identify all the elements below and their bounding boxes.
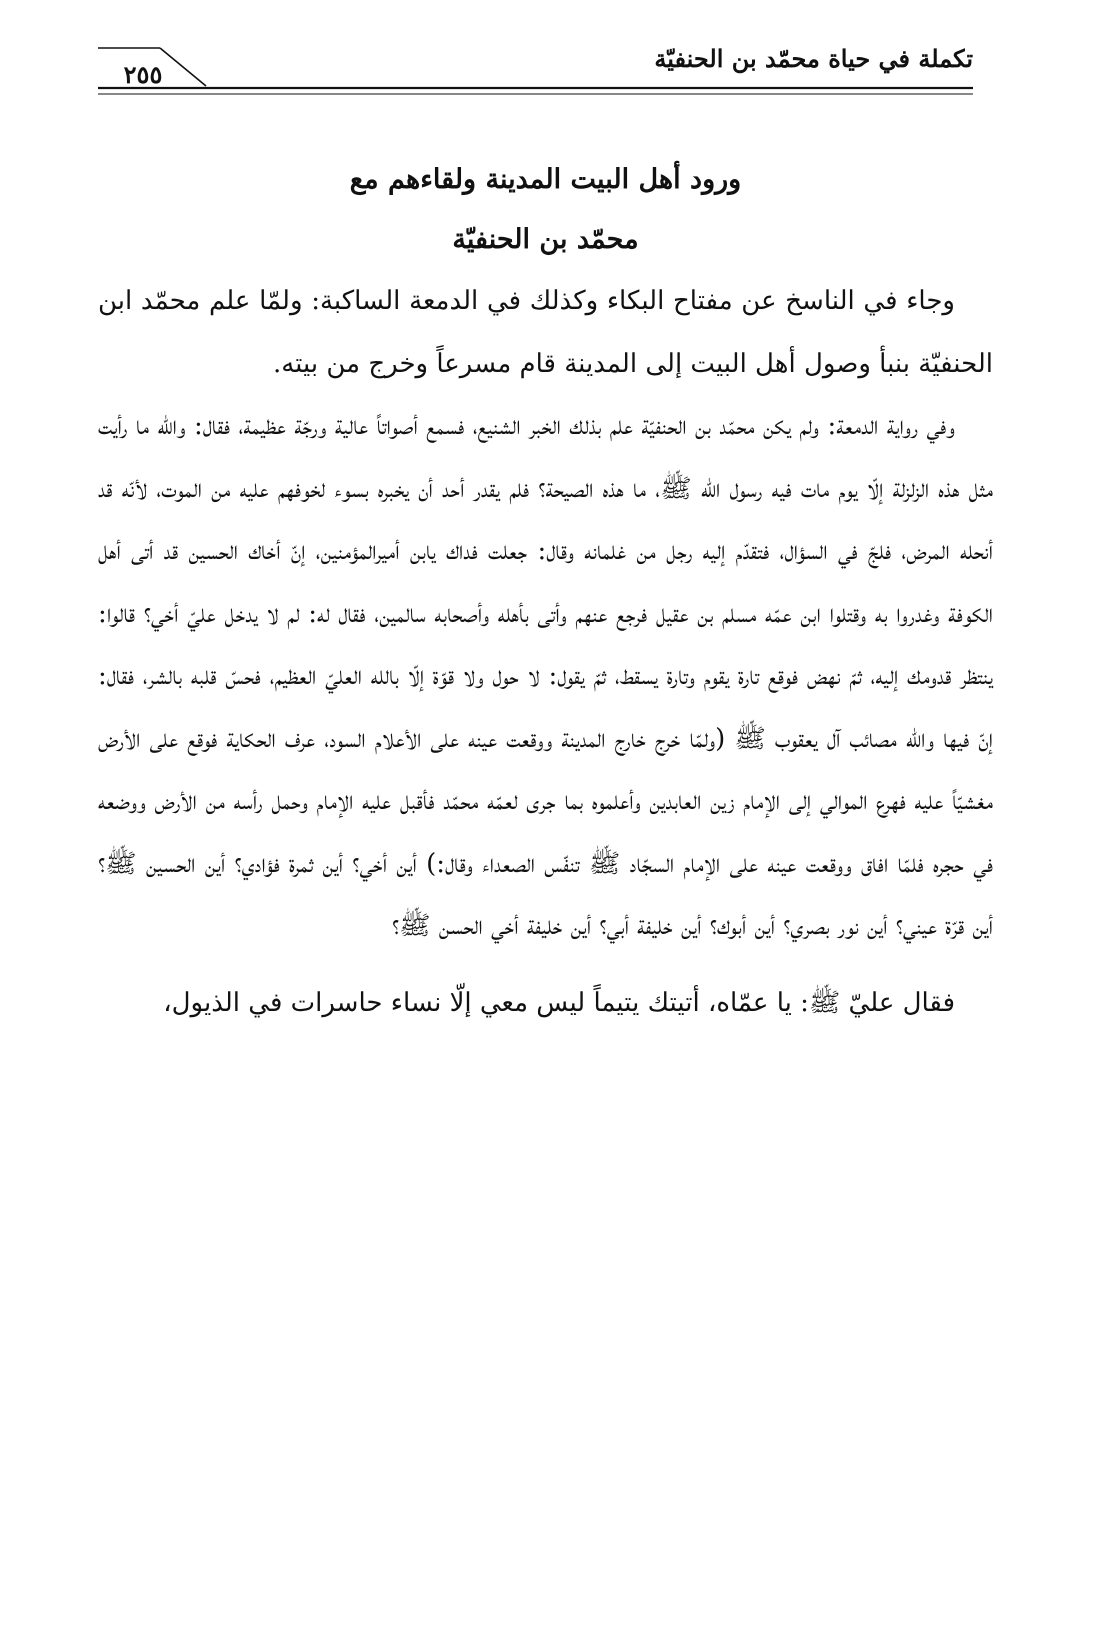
body-paragraph-2: وفي رواية الدمعة: ولم يكن محمّد بن الحنفيّة علم بذلك الخبر الشنيع، فسمع أصواتاً عالية ورجّة عظيمة، فقال: والله ما رأيت مثل هذه الزلزلة إلّا يوم مات فيه رسول الله ﷺ، ما هذه الصيحة؟ فلم يقدر أحد أن يخبره بسوء لخوفهم عليه من الموت، لأنّه قد أنحله المرض، فلجّ في السؤال، فتقدّم إليه رجل من غلمانه وقال: جعلت فداك يابن أميرالمؤمنين، إنّ أخاك الحسين قد أتى أهل الكوفة وغدروا به وقتلوا ابن عمّه مسلم بن عقيل فرجع عنهم وأتى بأهله وأصحابه سالمين، فقال له: لم لا يدخل عليّ أخي؟ قالوا: ينتظر قدومك إليه، ثمّ نهض فوقع تارة يقوم وتارة يسقط، ثمّ يقول: لا حول ولا قوّة إلّا بالله العليّ العظيم، فحسّ قلبه بالشر، فقال: إنّ فيها والله مصائب آل يعقوب ﷺ (ولمّا خرج خارج المدينة ووقعت عينه على الأعلام السود، عرف الحكاية فوقع على الأرض مغشيّاً عليه فهرع الموالي إلى الإمام زين العابدين وأعلموه بما جرى لعمّه محمّد فأقبل عليه الإمام وحمل رأسه من الأرض ووضعه في حجره فلمّا افاق ووقعت عينه على الإمام السجّاد ﷺ تنفّس الصعداء وقال:) أين أخي؟ أين ثمرة فؤادي؟ أين الحسين ﷺ؟ أين قرّة عيني؟ أين نور بصري؟ أين أبوك؟ أين خليفة أبي؟ أين خليفة أخي الحسن ﷺ؟ [98, 411, 994, 941]
section-heading-line-1: ورود أهل البيت المدينة ولقاءهم مع [349, 164, 742, 195]
body-paragraph-1: وجاء في الناسخ عن مفتاح البكاء وكذلك في الدمعة الساكبة: ولمّا علم محمّد ابن الحنفيّة بنبأ وصول أهل البيت إلى المدينة قام مسرعاً وخرج من بيته. [98, 286, 993, 379]
body-paragraph-3: فقال عليّ ﷺ: يا عمّاه، أتيتك يتيماً ليس معي إلّا نساء حاسرات في الذيول، [163, 987, 955, 1018]
page-body [98, 150, 993, 1034]
running-title: تكملة في حياة محمّد بن الحنفيّة [654, 44, 973, 73]
section-heading-line-2: محمّد بن الحنفيّة [452, 224, 639, 255]
page-number: ٢٥٥ [123, 60, 163, 89]
running-header [98, 40, 973, 98]
